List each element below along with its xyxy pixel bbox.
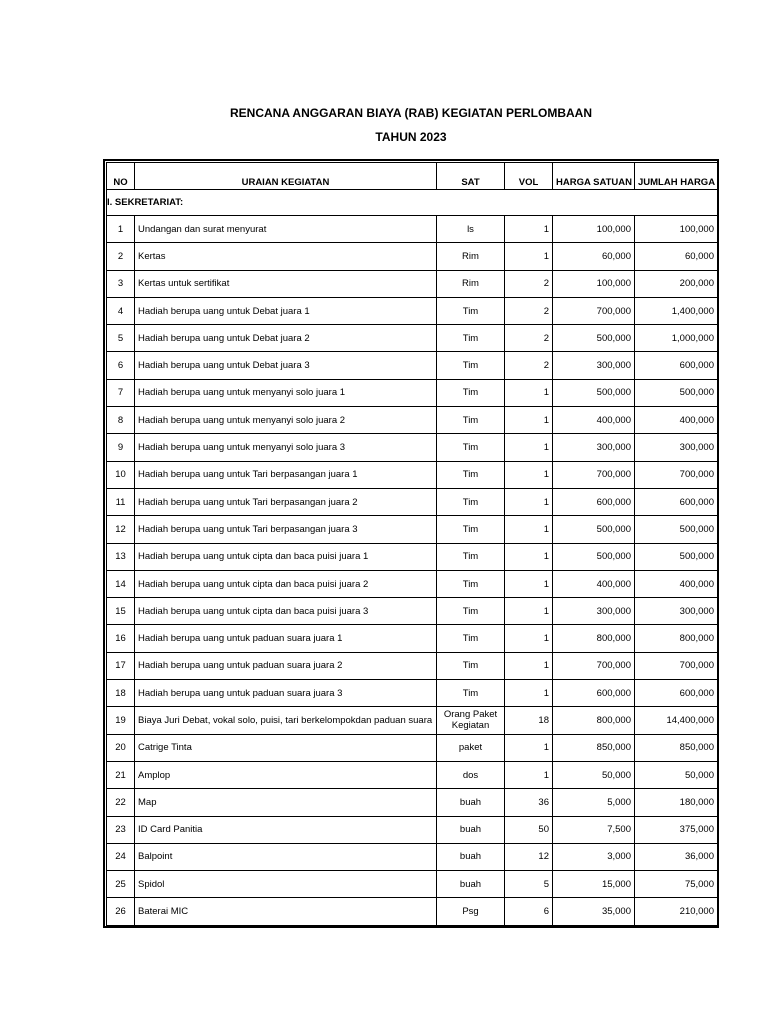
cell-no: 5 [107,325,135,352]
table-row [107,325,718,352]
table-row [107,789,718,816]
cell-uraian: Hadiah berupa uang untuk Tari berpasangan juara 2 [135,488,437,515]
cell-jumlah-harga: 600,000 [635,680,718,707]
cell-sat: Tim [437,652,505,679]
table-row [107,352,718,379]
cell-harga-satuan: 300,000 [553,598,635,625]
cell-jumlah-harga: 60,000 [635,243,718,270]
cell-uraian: Baterai MIC [135,898,437,925]
cell-uraian: Map [135,789,437,816]
table-row [107,761,718,788]
cell-vol: 1 [505,243,553,270]
table-row [107,270,718,297]
cell-uraian: Hadiah berupa uang untuk paduan suara juara 3 [135,680,437,707]
cell-harga-satuan: 600,000 [553,488,635,515]
cell-vol: 1 [505,598,553,625]
col-header-no: NO [107,163,135,190]
cell-harga-satuan: 400,000 [553,407,635,434]
cell-no: 14 [107,570,135,597]
cell-vol: 1 [505,680,553,707]
cell-no: 1 [107,216,135,243]
cell-vol: 1 [505,488,553,515]
cell-vol: 36 [505,789,553,816]
document-subtitle: TAHUN 2023 [375,130,447,144]
col-header-vol: VOL [505,163,553,190]
table-row [107,434,718,461]
cell-jumlah-harga: 300,000 [635,434,718,461]
cell-no: 20 [107,734,135,761]
cell-harga-satuan: 700,000 [553,461,635,488]
cell-sat: dos [437,761,505,788]
cell-jumlah-harga: 36,000 [635,843,718,870]
cell-sat: paket [437,734,505,761]
cell-jumlah-harga: 700,000 [635,461,718,488]
cell-jumlah-harga: 700,000 [635,652,718,679]
table-row [107,516,718,543]
cell-jumlah-harga: 800,000 [635,625,718,652]
cell-harga-satuan: 400,000 [553,570,635,597]
cell-uraian: Balpoint [135,843,437,870]
cell-harga-satuan: 15,000 [553,871,635,898]
cell-harga-satuan: 500,000 [553,325,635,352]
cell-sat: Psg [437,898,505,925]
table-row [107,407,718,434]
cell-uraian: Hadiah berupa uang untuk menyanyi solo juara 3 [135,434,437,461]
cell-sat: Tim [437,543,505,570]
cell-uraian: Hadiah berupa uang untuk Debat juara 2 [135,325,437,352]
table-row [107,734,718,761]
cell-harga-satuan: 300,000 [553,434,635,461]
cell-harga-satuan: 60,000 [553,243,635,270]
cell-vol: 2 [505,270,553,297]
table-row [107,379,718,406]
table-row [107,843,718,870]
cell-harga-satuan: 700,000 [553,652,635,679]
cell-uraian: Hadiah berupa uang untuk Debat juara 1 [135,297,437,324]
cell-sat: Tim [437,352,505,379]
cell-jumlah-harga: 375,000 [635,816,718,843]
cell-uraian: Hadiah berupa uang untuk Tari berpasangan juara 1 [135,461,437,488]
cell-uraian: Catrige Tinta [135,734,437,761]
cell-sat: Orang Paket Kegiatan [437,707,505,734]
cell-uraian: Undangan dan surat menyurat [135,216,437,243]
cell-no: 15 [107,598,135,625]
table-row [107,652,718,679]
cell-no: 11 [107,488,135,515]
cell-jumlah-harga: 180,000 [635,789,718,816]
cell-harga-satuan: 500,000 [553,516,635,543]
cell-jumlah-harga: 500,000 [635,516,718,543]
cell-jumlah-harga: 400,000 [635,570,718,597]
col-header-uraian: URAIAN KEGIATAN [135,163,437,190]
cell-uraian: Hadiah berupa uang untuk menyanyi solo juara 2 [135,407,437,434]
cell-no: 23 [107,816,135,843]
cell-vol: 1 [505,379,553,406]
table-row [107,543,718,570]
cell-vol: 1 [505,652,553,679]
cell-no: 19 [107,707,135,734]
cell-sat: Tim [437,680,505,707]
cell-no: 17 [107,652,135,679]
table-row [107,816,718,843]
cell-no: 4 [107,297,135,324]
cell-vol: 1 [505,516,553,543]
cell-sat: Rim [437,243,505,270]
cell-sat: Rim [437,270,505,297]
cell-jumlah-harga: 100,000 [635,216,718,243]
cell-vol: 5 [505,871,553,898]
cell-sat: ls [437,216,505,243]
cell-sat: Tim [437,461,505,488]
cell-harga-satuan: 5,000 [553,789,635,816]
cell-no: 2 [107,243,135,270]
cell-vol: 1 [505,734,553,761]
cell-sat: Tim [437,488,505,515]
cell-vol: 1 [505,761,553,788]
cell-no: 13 [107,543,135,570]
cell-sat: Tim [437,297,505,324]
cell-harga-satuan: 800,000 [553,707,635,734]
cell-no: 12 [107,516,135,543]
cell-no: 16 [107,625,135,652]
cell-sat: Tim [437,379,505,406]
cell-vol: 2 [505,352,553,379]
cell-jumlah-harga: 75,000 [635,871,718,898]
table-row [107,216,718,243]
cell-sat: Tim [437,325,505,352]
cell-vol: 2 [505,297,553,324]
cell-jumlah-harga: 14,400,000 [635,707,718,734]
table-row [107,570,718,597]
cell-jumlah-harga: 500,000 [635,543,718,570]
cell-uraian: Hadiah berupa uang untuk Tari berpasangan juara 3 [135,516,437,543]
cell-no: 7 [107,379,135,406]
cell-uraian: Kertas [135,243,437,270]
cell-no: 22 [107,789,135,816]
section-row [107,190,718,216]
cell-sat: buah [437,871,505,898]
cell-harga-satuan: 7,500 [553,816,635,843]
cell-harga-satuan: 100,000 [553,216,635,243]
cell-uraian: Biaya Juri Debat, vokal solo, puisi, tari berkelompokdan paduan suara [135,707,437,734]
cell-no: 3 [107,270,135,297]
cell-no: 24 [107,843,135,870]
cell-jumlah-harga: 400,000 [635,407,718,434]
cell-harga-satuan: 300,000 [553,352,635,379]
cell-vol: 6 [505,898,553,925]
cell-sat: Tim [437,570,505,597]
cell-sat: Tim [437,598,505,625]
table-row [107,871,718,898]
cell-uraian: Amplop [135,761,437,788]
cell-jumlah-harga: 1,400,000 [635,297,718,324]
section-label: I. SEKRETARIAT: [107,190,718,216]
cell-no: 21 [107,761,135,788]
cell-sat: buah [437,843,505,870]
cell-vol: 1 [505,570,553,597]
cell-jumlah-harga: 600,000 [635,488,718,515]
col-header-jumlah-harga: JUMLAH HARGA [635,163,718,190]
table-header-row [107,163,718,190]
cell-uraian: Hadiah berupa uang untuk cipta dan baca puisi juara 2 [135,570,437,597]
cell-vol: 1 [505,625,553,652]
cell-jumlah-harga: 210,000 [635,898,718,925]
cell-uraian: Hadiah berupa uang untuk menyanyi solo juara 1 [135,379,437,406]
table-row [107,297,718,324]
cell-uraian: Kertas untuk sertifikat [135,270,437,297]
cell-harga-satuan: 800,000 [553,625,635,652]
cell-sat: buah [437,789,505,816]
cell-uraian: Hadiah berupa uang untuk Debat juara 3 [135,352,437,379]
table-row [107,488,718,515]
cell-harga-satuan: 500,000 [553,543,635,570]
cell-uraian: Hadiah berupa uang untuk paduan suara juara 1 [135,625,437,652]
table-row [107,598,718,625]
cell-vol: 12 [505,843,553,870]
col-header-harga-satuan: HARGA SATUAN [553,163,635,190]
cell-no: 18 [107,680,135,707]
cell-harga-satuan: 35,000 [553,898,635,925]
cell-sat: buah [437,816,505,843]
cell-vol: 1 [505,543,553,570]
col-header-sat: SAT [437,163,505,190]
cell-no: 25 [107,871,135,898]
cell-vol: 1 [505,461,553,488]
cell-uraian: Hadiah berupa uang untuk cipta dan baca puisi juara 1 [135,543,437,570]
cell-no: 8 [107,407,135,434]
table-row [107,680,718,707]
cell-no: 9 [107,434,135,461]
table-row [107,898,718,925]
cell-vol: 50 [505,816,553,843]
cell-uraian: Spidol [135,871,437,898]
cell-no: 6 [107,352,135,379]
cell-vol: 18 [505,707,553,734]
cell-no: 10 [107,461,135,488]
table-row [107,243,718,270]
document-title: RENCANA ANGGARAN BIAYA (RAB) KEGIATAN PERLOMBAAN [229,106,592,120]
table-row [107,625,718,652]
cell-vol: 1 [505,434,553,461]
cell-jumlah-harga: 600,000 [635,352,718,379]
budget-table [106,162,718,926]
cell-no: 26 [107,898,135,925]
cell-harga-satuan: 3,000 [553,843,635,870]
cell-sat: Tim [437,625,505,652]
cell-harga-satuan: 700,000 [553,297,635,324]
cell-sat: Tim [437,516,505,543]
cell-jumlah-harga: 500,000 [635,379,718,406]
cell-harga-satuan: 50,000 [553,761,635,788]
cell-harga-satuan: 850,000 [553,734,635,761]
cell-jumlah-harga: 1,000,000 [635,325,718,352]
table-row [107,707,718,734]
cell-jumlah-harga: 200,000 [635,270,718,297]
cell-uraian: Hadiah berupa uang untuk paduan suara juara 2 [135,652,437,679]
cell-uraian: Hadiah berupa uang untuk cipta dan baca puisi juara 3 [135,598,437,625]
cell-harga-satuan: 600,000 [553,680,635,707]
cell-uraian: ID Card Panitia [135,816,437,843]
cell-vol: 1 [505,407,553,434]
cell-vol: 2 [505,325,553,352]
cell-sat: Tim [437,434,505,461]
table-row [107,461,718,488]
cell-vol: 1 [505,216,553,243]
cell-jumlah-harga: 300,000 [635,598,718,625]
cell-harga-satuan: 100,000 [553,270,635,297]
cell-jumlah-harga: 850,000 [635,734,718,761]
cell-harga-satuan: 500,000 [553,379,635,406]
cell-jumlah-harga: 50,000 [635,761,718,788]
cell-sat: Tim [437,407,505,434]
